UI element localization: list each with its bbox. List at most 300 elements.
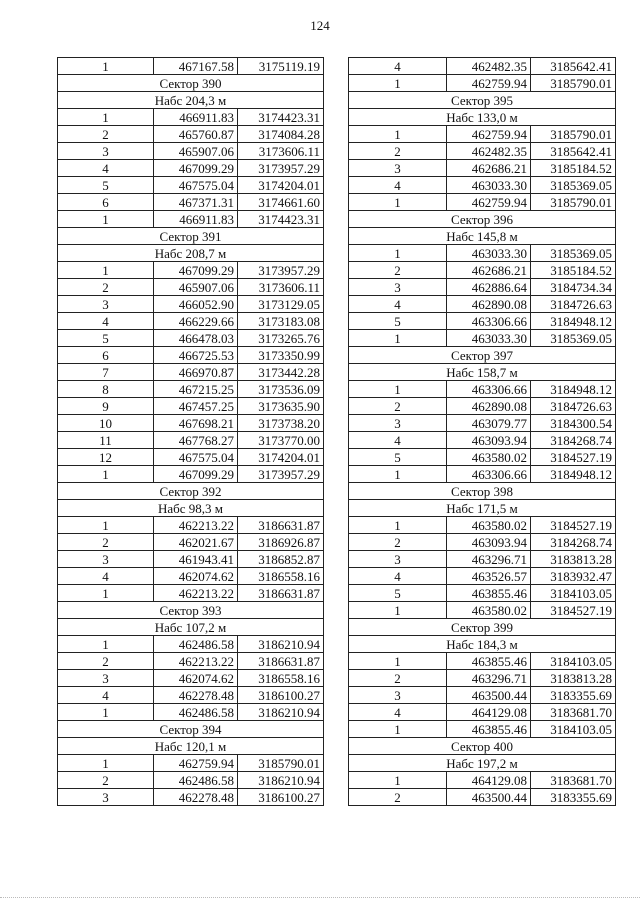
y-coordinate-cell: 3185790.01 bbox=[531, 194, 616, 211]
sector-header-cell: Набс 171,5 м bbox=[349, 500, 616, 517]
y-coordinate-cell: 3183932.47 bbox=[531, 568, 616, 585]
sector-header-cell: Сектор 398 bbox=[349, 483, 616, 500]
y-coordinate-cell: 3184268.74 bbox=[531, 534, 616, 551]
y-coordinate-cell: 3184527.19 bbox=[531, 449, 616, 466]
table-row bbox=[58, 160, 324, 177]
x-coordinate-cell: 466478.03 bbox=[154, 330, 238, 347]
table-row bbox=[349, 653, 616, 670]
sector-header-cell: Набс 197,2 м bbox=[349, 755, 616, 772]
sector-header-cell: Набс 184,3 м bbox=[349, 636, 616, 653]
table-row bbox=[349, 262, 616, 279]
x-coordinate-cell: 462486.58 bbox=[154, 772, 238, 789]
table-row bbox=[349, 58, 616, 75]
sector-header-cell: Набс 158,7 м bbox=[349, 364, 616, 381]
y-coordinate-cell: 3185790.01 bbox=[531, 75, 616, 92]
y-coordinate-cell: 3174423.31 bbox=[238, 109, 324, 126]
point-number-cell: 3 bbox=[58, 551, 154, 568]
table-row bbox=[58, 636, 324, 653]
x-coordinate-cell: 465907.06 bbox=[154, 279, 238, 296]
x-coordinate-cell: 462074.62 bbox=[154, 568, 238, 585]
point-number-cell: 1 bbox=[349, 517, 447, 534]
x-coordinate-cell: 463306.66 bbox=[447, 313, 531, 330]
y-coordinate-cell: 3173957.29 bbox=[238, 466, 324, 483]
x-coordinate-cell: 462213.22 bbox=[154, 517, 238, 534]
x-coordinate-cell: 462278.48 bbox=[154, 789, 238, 806]
point-number-cell: 12 bbox=[58, 449, 154, 466]
y-coordinate-cell: 3173957.29 bbox=[238, 160, 324, 177]
x-coordinate-cell: 466911.83 bbox=[154, 211, 238, 228]
point-number-cell: 2 bbox=[58, 126, 154, 143]
sector-header-row bbox=[349, 500, 616, 517]
sector-header-cell: Сектор 395 bbox=[349, 92, 616, 109]
sector-header-cell: Набс 145,8 м bbox=[349, 228, 616, 245]
point-number-cell: 5 bbox=[349, 449, 447, 466]
x-coordinate-cell: 464129.08 bbox=[447, 704, 531, 721]
point-number-cell: 1 bbox=[349, 245, 447, 262]
point-number-cell: 4 bbox=[58, 568, 154, 585]
x-coordinate-cell: 467099.29 bbox=[154, 160, 238, 177]
point-number-cell: 4 bbox=[349, 432, 447, 449]
point-number-cell: 1 bbox=[349, 75, 447, 92]
table-row bbox=[58, 279, 324, 296]
point-number-cell: 1 bbox=[349, 330, 447, 347]
point-number-cell: 1 bbox=[58, 262, 154, 279]
table-row bbox=[349, 517, 616, 534]
table-row bbox=[349, 194, 616, 211]
sector-header-row bbox=[58, 92, 324, 109]
y-coordinate-cell: 3186100.27 bbox=[238, 687, 324, 704]
table-row bbox=[58, 364, 324, 381]
x-coordinate-cell: 467698.21 bbox=[154, 415, 238, 432]
point-number-cell: 9 bbox=[58, 398, 154, 415]
table-row bbox=[349, 602, 616, 619]
table-row bbox=[349, 296, 616, 313]
table-row bbox=[58, 58, 324, 75]
x-coordinate-cell: 466052.90 bbox=[154, 296, 238, 313]
table-row bbox=[58, 143, 324, 160]
y-coordinate-cell: 3173183.08 bbox=[238, 313, 324, 330]
x-coordinate-cell: 463855.46 bbox=[447, 721, 531, 738]
table-row bbox=[58, 398, 324, 415]
table-row bbox=[349, 160, 616, 177]
y-coordinate-cell: 3184103.05 bbox=[531, 585, 616, 602]
table-row bbox=[349, 551, 616, 568]
point-number-cell: 1 bbox=[58, 58, 154, 75]
table-row bbox=[58, 653, 324, 670]
point-number-cell: 3 bbox=[349, 687, 447, 704]
x-coordinate-cell: 463500.44 bbox=[447, 687, 531, 704]
point-number-cell: 3 bbox=[58, 143, 154, 160]
table-row bbox=[58, 109, 324, 126]
table-row bbox=[349, 449, 616, 466]
table-row bbox=[58, 755, 324, 772]
sector-header-cell: Набс 107,2 м bbox=[58, 619, 324, 636]
sector-header-cell: Сектор 396 bbox=[349, 211, 616, 228]
x-coordinate-cell: 463296.71 bbox=[447, 670, 531, 687]
table-row bbox=[58, 772, 324, 789]
y-coordinate-cell: 3173536.09 bbox=[238, 381, 324, 398]
sector-header-row bbox=[58, 245, 324, 262]
y-coordinate-cell: 3185369.05 bbox=[531, 330, 616, 347]
point-number-cell: 1 bbox=[349, 721, 447, 738]
table-row bbox=[349, 789, 616, 806]
point-number-cell: 1 bbox=[349, 126, 447, 143]
coordinates-table-left bbox=[57, 57, 324, 806]
table-row bbox=[349, 381, 616, 398]
table-row bbox=[349, 279, 616, 296]
x-coordinate-cell: 463093.94 bbox=[447, 534, 531, 551]
sector-header-row bbox=[349, 636, 616, 653]
point-number-cell: 4 bbox=[58, 687, 154, 704]
point-number-cell: 3 bbox=[58, 296, 154, 313]
point-number-cell: 4 bbox=[58, 160, 154, 177]
table-row bbox=[349, 534, 616, 551]
sector-header-row bbox=[58, 500, 324, 517]
table-row bbox=[58, 296, 324, 313]
point-number-cell: 1 bbox=[349, 772, 447, 789]
x-coordinate-cell: 466970.87 bbox=[154, 364, 238, 381]
table-row bbox=[58, 381, 324, 398]
table-row bbox=[58, 313, 324, 330]
table-row bbox=[58, 194, 324, 211]
x-coordinate-cell: 462074.62 bbox=[154, 670, 238, 687]
table-row bbox=[349, 432, 616, 449]
x-coordinate-cell: 467167.58 bbox=[154, 58, 238, 75]
table-row bbox=[58, 517, 324, 534]
y-coordinate-cell: 3184103.05 bbox=[531, 653, 616, 670]
table-row bbox=[349, 177, 616, 194]
x-coordinate-cell: 463580.02 bbox=[447, 517, 531, 534]
point-number-cell: 2 bbox=[58, 279, 154, 296]
table-row bbox=[58, 551, 324, 568]
y-coordinate-cell: 3173957.29 bbox=[238, 262, 324, 279]
point-number-cell: 3 bbox=[349, 160, 447, 177]
point-number-cell: 1 bbox=[58, 466, 154, 483]
point-number-cell: 2 bbox=[349, 143, 447, 160]
y-coordinate-cell: 3183813.28 bbox=[531, 670, 616, 687]
table-row bbox=[58, 432, 324, 449]
sector-header-cell: Набс 208,7 м bbox=[58, 245, 324, 262]
point-number-cell: 4 bbox=[349, 58, 447, 75]
y-coordinate-cell: 3173606.11 bbox=[238, 143, 324, 160]
x-coordinate-cell: 462213.22 bbox=[154, 653, 238, 670]
y-coordinate-cell: 3184726.63 bbox=[531, 296, 616, 313]
y-coordinate-cell: 3185184.52 bbox=[531, 160, 616, 177]
point-number-cell: 2 bbox=[58, 772, 154, 789]
x-coordinate-cell: 461943.41 bbox=[154, 551, 238, 568]
y-coordinate-cell: 3173265.76 bbox=[238, 330, 324, 347]
y-coordinate-cell: 3184948.12 bbox=[531, 381, 616, 398]
sector-header-cell: Набс 120,1 м bbox=[58, 738, 324, 755]
point-number-cell: 3 bbox=[58, 789, 154, 806]
y-coordinate-cell: 3173770.00 bbox=[238, 432, 324, 449]
x-coordinate-cell: 463093.94 bbox=[447, 432, 531, 449]
point-number-cell: 2 bbox=[349, 789, 447, 806]
sector-header-row bbox=[58, 75, 324, 92]
sector-header-row bbox=[58, 602, 324, 619]
point-number-cell: 4 bbox=[349, 296, 447, 313]
x-coordinate-cell: 467768.27 bbox=[154, 432, 238, 449]
y-coordinate-cell: 3184268.74 bbox=[531, 432, 616, 449]
y-coordinate-cell: 3185642.41 bbox=[531, 143, 616, 160]
point-number-cell: 5 bbox=[349, 313, 447, 330]
table-row bbox=[58, 687, 324, 704]
table-row bbox=[349, 313, 616, 330]
x-coordinate-cell: 463033.30 bbox=[447, 177, 531, 194]
y-coordinate-cell: 3174084.28 bbox=[238, 126, 324, 143]
x-coordinate-cell: 463079.77 bbox=[447, 415, 531, 432]
point-number-cell: 4 bbox=[349, 177, 447, 194]
sector-header-cell: Сектор 399 bbox=[349, 619, 616, 636]
y-coordinate-cell: 3186631.87 bbox=[238, 585, 324, 602]
x-coordinate-cell: 465760.87 bbox=[154, 126, 238, 143]
point-number-cell: 1 bbox=[58, 704, 154, 721]
table-row bbox=[58, 449, 324, 466]
point-number-cell: 4 bbox=[58, 313, 154, 330]
point-number-cell: 8 bbox=[58, 381, 154, 398]
x-coordinate-cell: 462759.94 bbox=[447, 126, 531, 143]
x-coordinate-cell: 466725.53 bbox=[154, 347, 238, 364]
table-row bbox=[58, 704, 324, 721]
sector-header-row bbox=[58, 228, 324, 245]
x-coordinate-cell: 463033.30 bbox=[447, 330, 531, 347]
y-coordinate-cell: 3184726.63 bbox=[531, 398, 616, 415]
x-coordinate-cell: 467575.04 bbox=[154, 177, 238, 194]
sector-header-row bbox=[349, 109, 616, 126]
table-row bbox=[349, 585, 616, 602]
point-number-cell: 6 bbox=[58, 194, 154, 211]
point-number-cell: 2 bbox=[349, 262, 447, 279]
x-coordinate-cell: 466229.66 bbox=[154, 313, 238, 330]
y-coordinate-cell: 3184103.05 bbox=[531, 721, 616, 738]
point-number-cell: 1 bbox=[58, 109, 154, 126]
page-number: 124 bbox=[310, 18, 330, 33]
y-coordinate-cell: 3185790.01 bbox=[531, 126, 616, 143]
point-number-cell: 2 bbox=[58, 534, 154, 551]
y-coordinate-cell: 3173129.05 bbox=[238, 296, 324, 313]
table-row bbox=[349, 75, 616, 92]
coordinates-table-right bbox=[348, 57, 616, 806]
x-coordinate-cell: 463855.46 bbox=[447, 585, 531, 602]
y-coordinate-cell: 3186558.16 bbox=[238, 670, 324, 687]
x-coordinate-cell: 462686.21 bbox=[447, 262, 531, 279]
y-coordinate-cell: 3173635.90 bbox=[238, 398, 324, 415]
point-number-cell: 1 bbox=[349, 602, 447, 619]
y-coordinate-cell: 3186100.27 bbox=[238, 789, 324, 806]
x-coordinate-cell: 467215.25 bbox=[154, 381, 238, 398]
point-number-cell: 2 bbox=[349, 670, 447, 687]
y-coordinate-cell: 3186852.87 bbox=[238, 551, 324, 568]
sector-header-cell: Сектор 393 bbox=[58, 602, 324, 619]
x-coordinate-cell: 463580.02 bbox=[447, 602, 531, 619]
y-coordinate-cell: 3183355.69 bbox=[531, 687, 616, 704]
table-row bbox=[349, 568, 616, 585]
table-row bbox=[58, 126, 324, 143]
table-row bbox=[58, 330, 324, 347]
table-row bbox=[58, 585, 324, 602]
point-number-cell: 1 bbox=[58, 211, 154, 228]
y-coordinate-cell: 3184734.34 bbox=[531, 279, 616, 296]
x-coordinate-cell: 463033.30 bbox=[447, 245, 531, 262]
sector-header-row bbox=[349, 347, 616, 364]
x-coordinate-cell: 462686.21 bbox=[447, 160, 531, 177]
table-row bbox=[349, 415, 616, 432]
table-row bbox=[349, 704, 616, 721]
point-number-cell: 1 bbox=[58, 636, 154, 653]
sector-header-row bbox=[58, 738, 324, 755]
point-number-cell: 1 bbox=[58, 585, 154, 602]
point-number-cell: 1 bbox=[349, 381, 447, 398]
x-coordinate-cell: 467457.25 bbox=[154, 398, 238, 415]
point-number-cell: 1 bbox=[349, 466, 447, 483]
y-coordinate-cell: 3184948.12 bbox=[531, 313, 616, 330]
x-coordinate-cell: 462890.08 bbox=[447, 398, 531, 415]
y-coordinate-cell: 3186210.94 bbox=[238, 636, 324, 653]
x-coordinate-cell: 466911.83 bbox=[154, 109, 238, 126]
table-row bbox=[349, 330, 616, 347]
point-number-cell: 11 bbox=[58, 432, 154, 449]
y-coordinate-cell: 3173350.99 bbox=[238, 347, 324, 364]
table-row bbox=[349, 245, 616, 262]
y-coordinate-cell: 3186631.87 bbox=[238, 517, 324, 534]
point-number-cell: 4 bbox=[349, 568, 447, 585]
x-coordinate-cell: 467371.31 bbox=[154, 194, 238, 211]
sector-header-cell: Набс 204,3 м bbox=[58, 92, 324, 109]
sector-header-cell: Сектор 392 bbox=[58, 483, 324, 500]
y-coordinate-cell: 3174661.60 bbox=[238, 194, 324, 211]
point-number-cell: 3 bbox=[349, 279, 447, 296]
sector-header-cell: Сектор 400 bbox=[349, 738, 616, 755]
y-coordinate-cell: 3183681.70 bbox=[531, 772, 616, 789]
x-coordinate-cell: 467099.29 bbox=[154, 262, 238, 279]
table-row bbox=[349, 721, 616, 738]
point-number-cell: 1 bbox=[349, 194, 447, 211]
point-number-cell: 3 bbox=[349, 551, 447, 568]
x-coordinate-cell: 462482.35 bbox=[447, 143, 531, 160]
sector-header-row bbox=[349, 364, 616, 381]
sector-header-row bbox=[349, 738, 616, 755]
y-coordinate-cell: 3174423.31 bbox=[238, 211, 324, 228]
point-number-cell: 4 bbox=[349, 704, 447, 721]
y-coordinate-cell: 3186926.87 bbox=[238, 534, 324, 551]
sector-header-row bbox=[349, 92, 616, 109]
point-number-cell: 6 bbox=[58, 347, 154, 364]
table-row bbox=[349, 398, 616, 415]
y-coordinate-cell: 3174204.01 bbox=[238, 177, 324, 194]
sector-header-cell: Сектор 391 bbox=[58, 228, 324, 245]
point-number-cell: 5 bbox=[58, 177, 154, 194]
x-coordinate-cell: 467575.04 bbox=[154, 449, 238, 466]
y-coordinate-cell: 3184300.54 bbox=[531, 415, 616, 432]
x-coordinate-cell: 462890.08 bbox=[447, 296, 531, 313]
x-coordinate-cell: 463526.57 bbox=[447, 568, 531, 585]
sector-header-row bbox=[349, 619, 616, 636]
point-number-cell: 5 bbox=[58, 330, 154, 347]
table-row bbox=[58, 670, 324, 687]
point-number-cell: 1 bbox=[58, 517, 154, 534]
x-coordinate-cell: 462278.48 bbox=[154, 687, 238, 704]
sector-header-row bbox=[58, 483, 324, 500]
table-row bbox=[58, 177, 324, 194]
y-coordinate-cell: 3183813.28 bbox=[531, 551, 616, 568]
x-coordinate-cell: 462486.58 bbox=[154, 704, 238, 721]
table-row bbox=[58, 415, 324, 432]
table-row bbox=[58, 789, 324, 806]
y-coordinate-cell: 3185790.01 bbox=[238, 755, 324, 772]
sector-header-row bbox=[349, 755, 616, 772]
table-row bbox=[58, 211, 324, 228]
y-coordinate-cell: 3184948.12 bbox=[531, 466, 616, 483]
y-coordinate-cell: 3186210.94 bbox=[238, 772, 324, 789]
y-coordinate-cell: 3186631.87 bbox=[238, 653, 324, 670]
page-bottom-rule bbox=[0, 897, 640, 898]
sector-header-row bbox=[349, 483, 616, 500]
y-coordinate-cell: 3183681.70 bbox=[531, 704, 616, 721]
point-number-cell: 2 bbox=[349, 534, 447, 551]
point-number-cell: 1 bbox=[349, 653, 447, 670]
sector-header-cell: Сектор 394 bbox=[58, 721, 324, 738]
y-coordinate-cell: 3186558.16 bbox=[238, 568, 324, 585]
point-number-cell: 1 bbox=[58, 755, 154, 772]
y-coordinate-cell: 3173606.11 bbox=[238, 279, 324, 296]
y-coordinate-cell: 3173442.28 bbox=[238, 364, 324, 381]
y-coordinate-cell: 3184527.19 bbox=[531, 602, 616, 619]
sector-header-row bbox=[349, 228, 616, 245]
point-number-cell: 2 bbox=[349, 398, 447, 415]
x-coordinate-cell: 462021.67 bbox=[154, 534, 238, 551]
sector-header-cell: Сектор 390 bbox=[58, 75, 324, 92]
x-coordinate-cell: 463306.66 bbox=[447, 381, 531, 398]
x-coordinate-cell: 463500.44 bbox=[447, 789, 531, 806]
x-coordinate-cell: 462486.58 bbox=[154, 636, 238, 653]
sector-header-row bbox=[58, 619, 324, 636]
table-row bbox=[349, 126, 616, 143]
x-coordinate-cell: 465907.06 bbox=[154, 143, 238, 160]
x-coordinate-cell: 462759.94 bbox=[447, 194, 531, 211]
y-coordinate-cell: 3185369.05 bbox=[531, 245, 616, 262]
point-number-cell: 7 bbox=[58, 364, 154, 381]
point-number-cell: 3 bbox=[349, 415, 447, 432]
table-row bbox=[349, 687, 616, 704]
x-coordinate-cell: 462213.22 bbox=[154, 585, 238, 602]
table-row bbox=[349, 143, 616, 160]
y-coordinate-cell: 3185184.52 bbox=[531, 262, 616, 279]
sector-header-row bbox=[58, 721, 324, 738]
table-row bbox=[58, 347, 324, 364]
x-coordinate-cell: 462886.64 bbox=[447, 279, 531, 296]
point-number-cell: 10 bbox=[58, 415, 154, 432]
table-row bbox=[58, 534, 324, 551]
x-coordinate-cell: 467099.29 bbox=[154, 466, 238, 483]
table-row bbox=[349, 466, 616, 483]
table-row bbox=[58, 466, 324, 483]
point-number-cell: 3 bbox=[58, 670, 154, 687]
x-coordinate-cell: 464129.08 bbox=[447, 772, 531, 789]
x-coordinate-cell: 462759.94 bbox=[154, 755, 238, 772]
x-coordinate-cell: 463855.46 bbox=[447, 653, 531, 670]
point-number-cell: 2 bbox=[58, 653, 154, 670]
y-coordinate-cell: 3183355.69 bbox=[531, 789, 616, 806]
y-coordinate-cell: 3173738.20 bbox=[238, 415, 324, 432]
sector-header-row bbox=[349, 211, 616, 228]
sector-header-cell: Набс 98,3 м bbox=[58, 500, 324, 517]
y-coordinate-cell: 3186210.94 bbox=[238, 704, 324, 721]
y-coordinate-cell: 3185369.05 bbox=[531, 177, 616, 194]
y-coordinate-cell: 3175119.19 bbox=[238, 58, 324, 75]
table-row bbox=[349, 772, 616, 789]
sector-header-cell: Сектор 397 bbox=[349, 347, 616, 364]
x-coordinate-cell: 463580.02 bbox=[447, 449, 531, 466]
